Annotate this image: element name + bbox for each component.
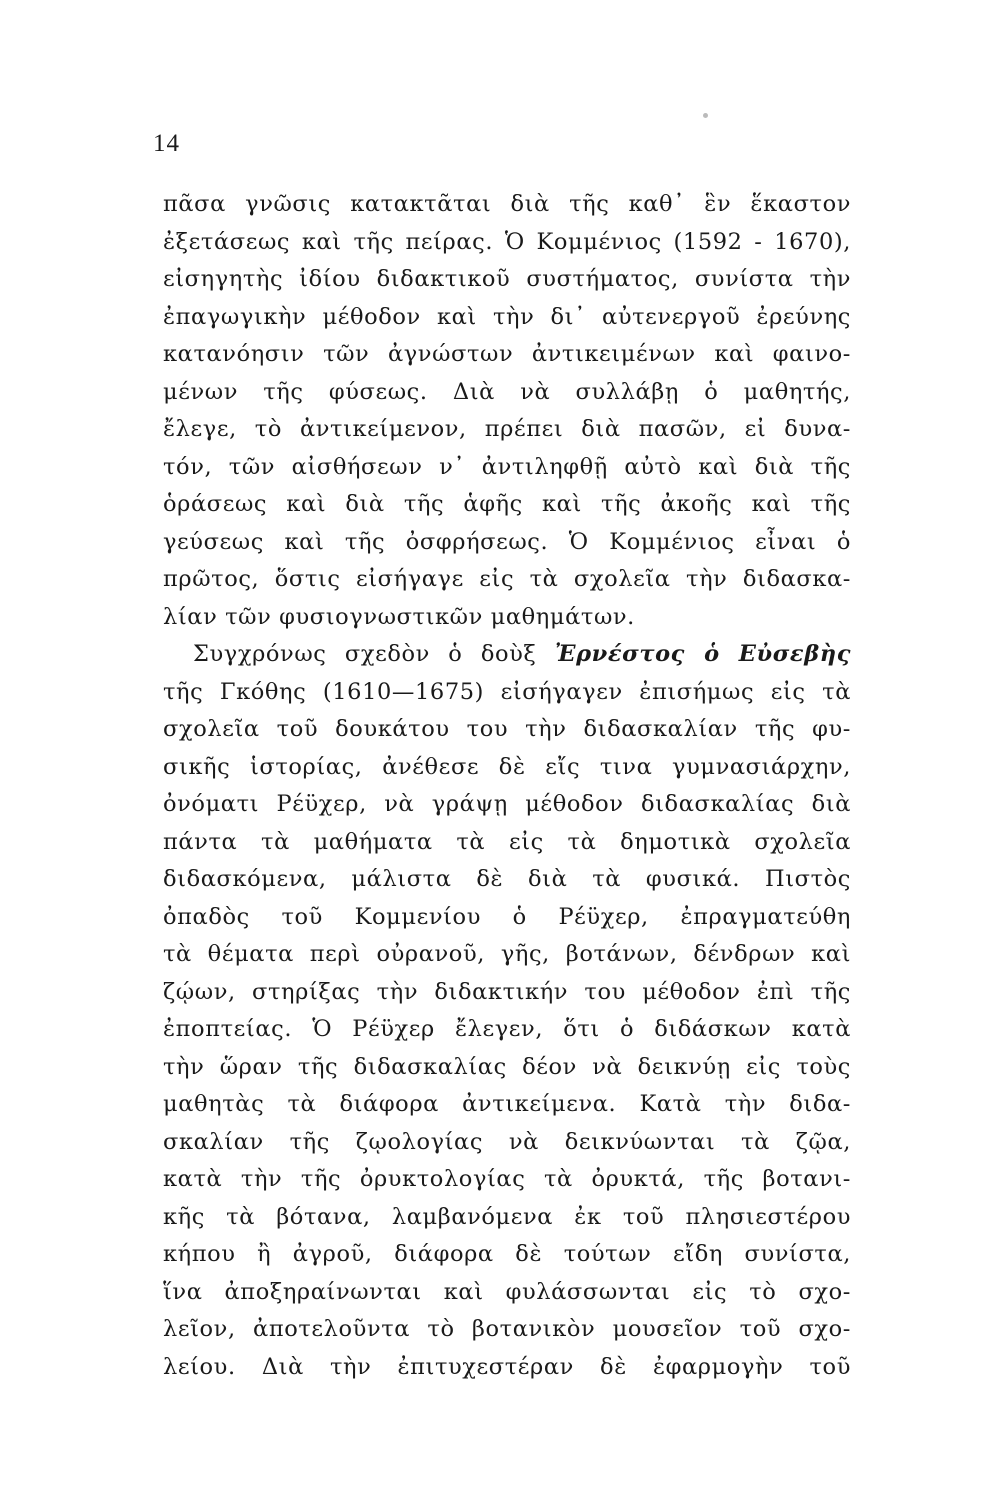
text-line: σικῆς ἱστορίας, ἀνέθεσε δὲ εἴς τινα γυμνασιάρχην, <box>163 753 851 780</box>
text-line: μαθητὰς τὰ διάφορα ἀντικείμενα. Κατὰ τὴν διδα- <box>163 1091 851 1117</box>
text-line: τὴν ὥραν τῆς διδασκαλίας δέον νὰ δεικνύῃ εἰς τοὺς <box>163 1053 851 1080</box>
text-line-first <box>163 636 851 674</box>
text-line: ἐποπτείας. Ὁ Ρέϋχερ ἔλεγεν, ὅτι ὁ διδάσκων κατὰ <box>163 1016 851 1042</box>
text-line: ἐξετάσεως καὶ τῆς πείρας. Ὁ Κομμένιος (1592 - 1670), <box>163 228 851 255</box>
text-line: τὰ θέματα περὶ οὐρανοῦ, γῆς, βοτάνων, δένδρων καὶ <box>163 941 851 967</box>
text-line: λείου. Διὰ τὴν ἐπιτυχεστέραν δὲ ἐφαρμογὴν τοῦ <box>163 1353 851 1380</box>
body-text <box>163 186 851 1386</box>
text-line: ζῴων, στηρίξας τὴν διδακτικήν του μέθοδον ἐπὶ τῆς <box>163 978 851 1005</box>
text-line: κήπου ἢ ἀγροῦ, διάφορα δὲ τούτων εἴδη συνίστα, <box>163 1241 851 1267</box>
person-name-emphasis: Ἐρνέστος ὁ Εὐσεβὴς <box>554 641 851 667</box>
text-line: μένων τῆς φύσεως. Διὰ νὰ συλλάβῃ ὁ μαθητής, <box>163 378 851 405</box>
text-line: ἔλεγε, τὸ ἀντικείμενον, πρέπει διὰ πασῶν, εἰ δυνα- <box>163 416 851 442</box>
text-line: ὀνόματι Ρέϋχερ, νὰ γράψῃ μέθοδον διδασκαλίας διὰ <box>163 791 851 817</box>
text-line: κατανόησιν τῶν ἀγνώστων ἀντικειμένων καὶ φαινο- <box>163 341 851 367</box>
paragraph-2 <box>163 636 851 1386</box>
text-line: τόν, τῶν αἰσθήσεων ν᾽ ἀντιληφθῇ αὐτὸ καὶ διὰ τῆς <box>163 453 851 480</box>
scan-speck <box>703 113 708 118</box>
text-line: ἵνα ἀποξηραίνωνται καὶ φυλάσσωνται εἰς τὸ σχο- <box>163 1278 851 1305</box>
page-number: 14 <box>153 130 180 157</box>
text-line: πᾶσα γνῶσις κατακτᾶται διὰ τῆς καθ᾽ ἓν ἕκαστον <box>163 191 851 217</box>
text-line: πρῶτος, ὅστις εἰσήγαγε εἰς τὰ σχολεῖα τὴν διδασκα- <box>163 566 851 592</box>
text-line: σχολεῖα τοῦ δουκάτου του τὴν διδασκαλίαν τῆς φυ- <box>163 716 851 742</box>
text-line: σκαλίαν τῆς ζῳολογίας νὰ δεικνύωνται τὰ ζῷα, <box>163 1128 851 1155</box>
text-run: Συγχρόνως σχεδὸν ὁ δοὺξ <box>193 641 555 667</box>
text-line: λίαν τῶν φυσιογνωστικῶν μαθημάτων. <box>163 603 635 630</box>
text-line: λεῖον, ἀποτελοῦντα τὸ βοτανικὸν μουσεῖον τοῦ σχο- <box>163 1316 851 1342</box>
text-line: εἰσηγητὴς ἰδίου διδακτικοῦ συστήματος, συνίστα τὴν <box>163 266 851 292</box>
text-line: διδασκόμενα, μάλιστα δὲ διὰ τὰ φυσικά. Πιστὸς <box>163 866 851 892</box>
text-line: γεύσεως καὶ τῆς ὀσφρήσεως. Ὁ Κομμένιος εἶναι ὁ <box>163 528 851 555</box>
text-line: πάντα τὰ μαθήματα τὰ εἰς τὰ δημοτικὰ σχολεῖα <box>163 828 851 855</box>
paragraph-1 <box>163 186 851 636</box>
text-line: ὁράσεως καὶ διὰ τῆς ἁφῆς καὶ τῆς ἀκοῆς καὶ τῆς <box>163 491 851 517</box>
text-line: ὀπαδὸς τοῦ Κομμενίου ὁ Ρέϋχερ, ἐπραγματεύθη <box>163 903 851 930</box>
text-line: κατὰ τὴν τῆς ὀρυκτολογίας τὰ ὀρυκτά, τῆς βοτανι- <box>163 1166 851 1192</box>
text-line: ἐπαγωγικὴν μέθοδον καὶ τὴν δι᾽ αὐτενεργοῦ ἐρεύνης <box>163 303 851 330</box>
text-line: κῆς τὰ βότανα, λαμβανόμενα ἐκ τοῦ πλησιεστέρου <box>163 1203 851 1230</box>
text-line: τῆς Γκόθης (1610—1675) εἰσήγαγεν ἐπισήμως εἰς τὰ <box>163 678 851 705</box>
